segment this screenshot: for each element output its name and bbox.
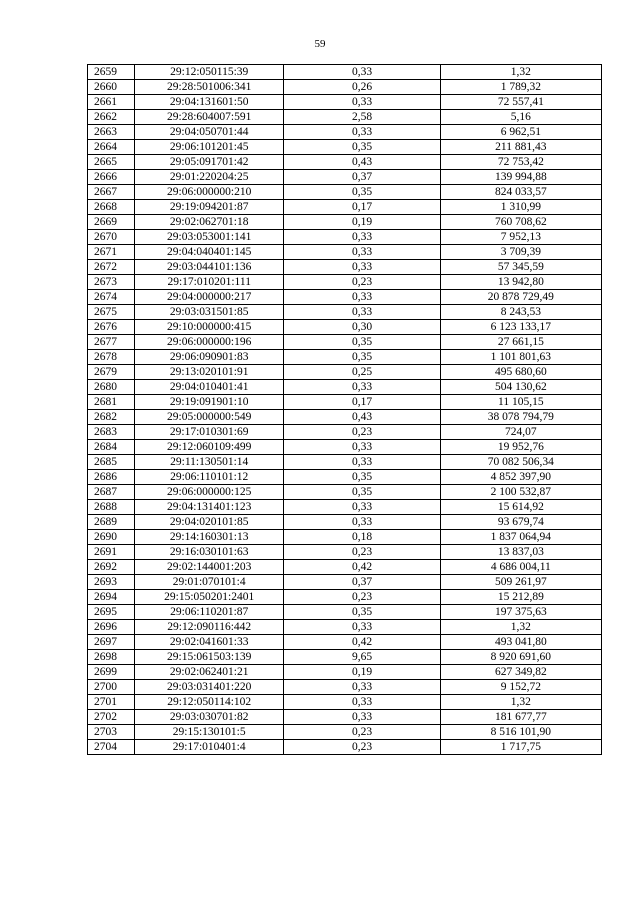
amount-cell: 15 614,92 [440,500,601,515]
row-number-cell: 2693 [88,575,135,590]
row-number-cell: 2700 [88,680,135,695]
rate-cell: 0,33 [284,500,440,515]
table-row [88,485,602,500]
table-row [88,80,602,95]
rate-cell: 0,30 [284,320,440,335]
table-row [88,125,602,140]
rate-cell: 0,23 [284,725,440,740]
rate-cell: 0,43 [284,155,440,170]
row-number-cell: 2704 [88,740,135,755]
table-row [88,140,602,155]
amount-cell: 824 033,57 [440,185,601,200]
amount-cell: 57 345,59 [440,260,601,275]
table-row [88,515,602,530]
rate-cell: 0,43 [284,410,440,425]
amount-cell: 7 952,13 [440,230,601,245]
row-number-cell: 2670 [88,230,135,245]
table-row [88,575,602,590]
row-number-cell: 2691 [88,545,135,560]
amount-cell: 3 709,39 [440,245,601,260]
table-body [88,65,602,755]
rate-cell: 0,17 [284,200,440,215]
row-number-cell: 2674 [88,290,135,305]
table-row [88,530,602,545]
row-number-cell: 2696 [88,620,135,635]
cadastral-number-cell: 29:16:030101:63 [135,545,284,560]
amount-cell: 1,32 [440,65,601,80]
table-row [88,245,602,260]
amount-cell: 11 105,15 [440,395,601,410]
table-row [88,695,602,710]
table-row [88,620,602,635]
table-row [88,290,602,305]
cadastral-number-cell: 29:06:000000:125 [135,485,284,500]
table-row [88,65,602,80]
cadastral-number-cell: 29:19:091901:10 [135,395,284,410]
table-row [88,95,602,110]
cadastral-number-cell: 29:02:144001:203 [135,560,284,575]
table-row [88,185,602,200]
rate-cell: 0,23 [284,425,440,440]
amount-cell: 13 837,03 [440,545,601,560]
rate-cell: 0,35 [284,350,440,365]
table-row [88,680,602,695]
cadastral-number-cell: 29:05:000000:549 [135,410,284,425]
page-number: 59 [314,38,326,50]
rate-cell: 0,26 [284,80,440,95]
amount-cell: 72 753,42 [440,155,601,170]
table-row [88,635,602,650]
rate-cell: 0,33 [284,305,440,320]
amount-cell: 4 686 004,11 [440,560,601,575]
table-row [88,725,602,740]
cadastral-number-cell: 29:03:031501:85 [135,305,284,320]
cadastral-number-cell: 29:12:050114:102 [135,695,284,710]
row-number-cell: 2684 [88,440,135,455]
table-row [88,710,602,725]
table-row [88,500,602,515]
cadastral-number-cell: 29:11:130501:14 [135,455,284,470]
cadastral-number-cell: 29:04:020101:85 [135,515,284,530]
table-row [88,395,602,410]
row-number-cell: 2663 [88,125,135,140]
cadastral-number-cell: 29:04:040401:145 [135,245,284,260]
row-number-cell: 2660 [88,80,135,95]
rate-cell: 0,19 [284,215,440,230]
cadastral-number-cell: 29:04:131401:123 [135,500,284,515]
rate-cell: 2,58 [284,110,440,125]
amount-cell: 6 123 133,17 [440,320,601,335]
row-number-cell: 2685 [88,455,135,470]
amount-cell: 1 789,32 [440,80,601,95]
amount-cell: 493 041,80 [440,635,601,650]
rate-cell: 0,33 [284,380,440,395]
row-number-cell: 2697 [88,635,135,650]
cadastral-number-cell: 29:06:000000:210 [135,185,284,200]
amount-cell: 211 881,43 [440,140,601,155]
amount-cell: 724,07 [440,425,601,440]
table-row [88,590,602,605]
cadastral-number-cell: 29:06:110201:87 [135,605,284,620]
row-number-cell: 2701 [88,695,135,710]
row-number-cell: 2682 [88,410,135,425]
rate-cell: 0,35 [284,185,440,200]
amount-cell: 495 680,60 [440,365,601,380]
cadastral-number-cell: 29:06:090901:83 [135,350,284,365]
amount-cell: 4 852 397,90 [440,470,601,485]
cadastral-number-cell: 29:10:000000:415 [135,320,284,335]
row-number-cell: 2695 [88,605,135,620]
row-number-cell: 2680 [88,380,135,395]
table-row [88,425,602,440]
table-row [88,470,602,485]
table-row [88,665,602,680]
cadastral-number-cell: 29:03:031401:220 [135,680,284,695]
table-row [88,200,602,215]
row-number-cell: 2676 [88,320,135,335]
table-row [88,455,602,470]
row-number-cell: 2679 [88,365,135,380]
cadastral-number-cell: 29:17:010301:69 [135,425,284,440]
row-number-cell: 2665 [88,155,135,170]
amount-cell: 181 677,77 [440,710,601,725]
table-row [88,155,602,170]
table-row [88,560,602,575]
cadastral-number-cell: 29:12:060109:499 [135,440,284,455]
rate-cell: 0,23 [284,275,440,290]
row-number-cell: 2664 [88,140,135,155]
table-row [88,365,602,380]
amount-cell: 70 082 506,34 [440,455,601,470]
row-number-cell: 2669 [88,215,135,230]
amount-cell: 8 920 691,60 [440,650,601,665]
cadastral-number-cell: 29:28:501006:341 [135,80,284,95]
cadastral-number-cell: 29:17:010201:111 [135,275,284,290]
rate-cell: 0,33 [284,455,440,470]
row-number-cell: 2675 [88,305,135,320]
rate-cell: 0,33 [284,695,440,710]
rate-cell: 0,35 [284,485,440,500]
rate-cell: 0,37 [284,575,440,590]
rate-cell: 0,35 [284,470,440,485]
cadastral-number-cell: 29:02:041601:33 [135,635,284,650]
amount-cell: 2 100 532,87 [440,485,601,500]
amount-cell: 20 878 729,49 [440,290,601,305]
rate-cell: 0,25 [284,365,440,380]
rate-cell: 0,33 [284,95,440,110]
table-row [88,275,602,290]
cadastral-number-cell: 29:03:053001:141 [135,230,284,245]
amount-cell: 1 837 064,94 [440,530,601,545]
table-row [88,260,602,275]
row-number-cell: 2671 [88,245,135,260]
table-row [88,305,602,320]
amount-cell: 627 349,82 [440,665,601,680]
row-number-cell: 2687 [88,485,135,500]
row-number-cell: 2686 [88,470,135,485]
row-number-cell: 2689 [88,515,135,530]
table-row [88,335,602,350]
table-row [88,410,602,425]
cadastral-number-cell: 29:04:010401:41 [135,380,284,395]
cadastral-number-cell: 29:17:010401:4 [135,740,284,755]
row-number-cell: 2672 [88,260,135,275]
row-number-cell: 2698 [88,650,135,665]
cadastral-number-cell: 29:12:090116:442 [135,620,284,635]
rate-cell: 0,33 [284,125,440,140]
cadastral-number-cell: 29:12:050115:39 [135,65,284,80]
rate-cell: 0,37 [284,170,440,185]
rate-cell: 0,33 [284,290,440,305]
row-number-cell: 2673 [88,275,135,290]
rate-cell: 0,33 [284,515,440,530]
row-number-cell: 2667 [88,185,135,200]
row-number-cell: 2677 [88,335,135,350]
cadastral-number-cell: 29:28:604007:591 [135,110,284,125]
amount-cell: 1 310,99 [440,200,601,215]
rate-cell: 0,35 [284,605,440,620]
table-row [88,740,602,755]
rate-cell: 0,33 [284,680,440,695]
cadastral-number-cell: 29:02:062701:18 [135,215,284,230]
rate-cell: 9,65 [284,650,440,665]
cadastral-number-cell: 29:04:131601:50 [135,95,284,110]
amount-cell: 1,32 [440,620,601,635]
rate-cell: 0,18 [284,530,440,545]
table-row [88,230,602,245]
cadastral-number-cell: 29:15:061503:139 [135,650,284,665]
cadastral-number-cell: 29:01:070101:4 [135,575,284,590]
table-row [88,380,602,395]
cadastral-number-cell: 29:15:130101:5 [135,725,284,740]
cadastral-number-cell: 29:01:220204:25 [135,170,284,185]
amount-cell: 6 962,51 [440,125,601,140]
table-row [88,215,602,230]
rate-cell: 0,23 [284,740,440,755]
row-number-cell: 2702 [88,710,135,725]
row-number-cell: 2666 [88,170,135,185]
cadastral-number-cell: 29:04:050701:44 [135,125,284,140]
rate-cell: 0,33 [284,710,440,725]
data-table [87,64,602,755]
table-row [88,350,602,365]
row-number-cell: 2661 [88,95,135,110]
row-number-cell: 2690 [88,530,135,545]
rate-cell: 0,33 [284,245,440,260]
row-number-cell: 2694 [88,590,135,605]
rate-cell: 0,42 [284,635,440,650]
table-row [88,440,602,455]
amount-cell: 504 130,62 [440,380,601,395]
rate-cell: 0,33 [284,440,440,455]
rate-cell: 0,23 [284,545,440,560]
cadastral-number-cell: 29:05:091701:42 [135,155,284,170]
row-number-cell: 2662 [88,110,135,125]
rate-cell: 0,19 [284,665,440,680]
cadastral-number-cell: 29:06:110101:12 [135,470,284,485]
cadastral-number-cell: 29:02:062401:21 [135,665,284,680]
table-row [88,320,602,335]
cadastral-number-cell: 29:14:160301:13 [135,530,284,545]
cadastral-number-cell: 29:03:030701:82 [135,710,284,725]
amount-cell: 9 152,72 [440,680,601,695]
rate-cell: 0,35 [284,140,440,155]
cadastral-number-cell: 29:03:044101:136 [135,260,284,275]
cadastral-number-cell: 29:06:000000:196 [135,335,284,350]
cadastral-number-cell: 29:15:050201:2401 [135,590,284,605]
amount-cell: 760 708,62 [440,215,601,230]
amount-cell: 8 516 101,90 [440,725,601,740]
rate-cell: 0,42 [284,560,440,575]
cadastral-number-cell: 29:13:020101:91 [135,365,284,380]
table-row [88,110,602,125]
table-row [88,605,602,620]
row-number-cell: 2681 [88,395,135,410]
amount-cell: 27 661,15 [440,335,601,350]
amount-cell: 93 679,74 [440,515,601,530]
row-number-cell: 2678 [88,350,135,365]
cadastral-number-cell: 29:19:094201:87 [135,200,284,215]
amount-cell: 72 557,41 [440,95,601,110]
row-number-cell: 2659 [88,65,135,80]
rate-cell: 0,23 [284,590,440,605]
amount-cell: 13 942,80 [440,275,601,290]
rate-cell: 0,33 [284,260,440,275]
table-row [88,650,602,665]
amount-cell: 509 261,97 [440,575,601,590]
cadastral-number-cell: 29:06:101201:45 [135,140,284,155]
row-number-cell: 2683 [88,425,135,440]
amount-cell: 38 078 794,79 [440,410,601,425]
amount-cell: 15 212,89 [440,590,601,605]
table-row [88,545,602,560]
amount-cell: 197 375,63 [440,605,601,620]
row-number-cell: 2699 [88,665,135,680]
table-row [88,170,602,185]
rate-cell: 0,33 [284,65,440,80]
rate-cell: 0,33 [284,230,440,245]
amount-cell: 1 717,75 [440,740,601,755]
cadastral-number-cell: 29:04:000000:217 [135,290,284,305]
amount-cell: 139 994,88 [440,170,601,185]
row-number-cell: 2692 [88,560,135,575]
amount-cell: 5,16 [440,110,601,125]
rate-cell: 0,33 [284,620,440,635]
row-number-cell: 2668 [88,200,135,215]
amount-cell: 1 101 801,63 [440,350,601,365]
row-number-cell: 2703 [88,725,135,740]
amount-cell: 1,32 [440,695,601,710]
row-number-cell: 2688 [88,500,135,515]
amount-cell: 8 243,53 [440,305,601,320]
rate-cell: 0,35 [284,335,440,350]
amount-cell: 19 952,76 [440,440,601,455]
rate-cell: 0,17 [284,395,440,410]
